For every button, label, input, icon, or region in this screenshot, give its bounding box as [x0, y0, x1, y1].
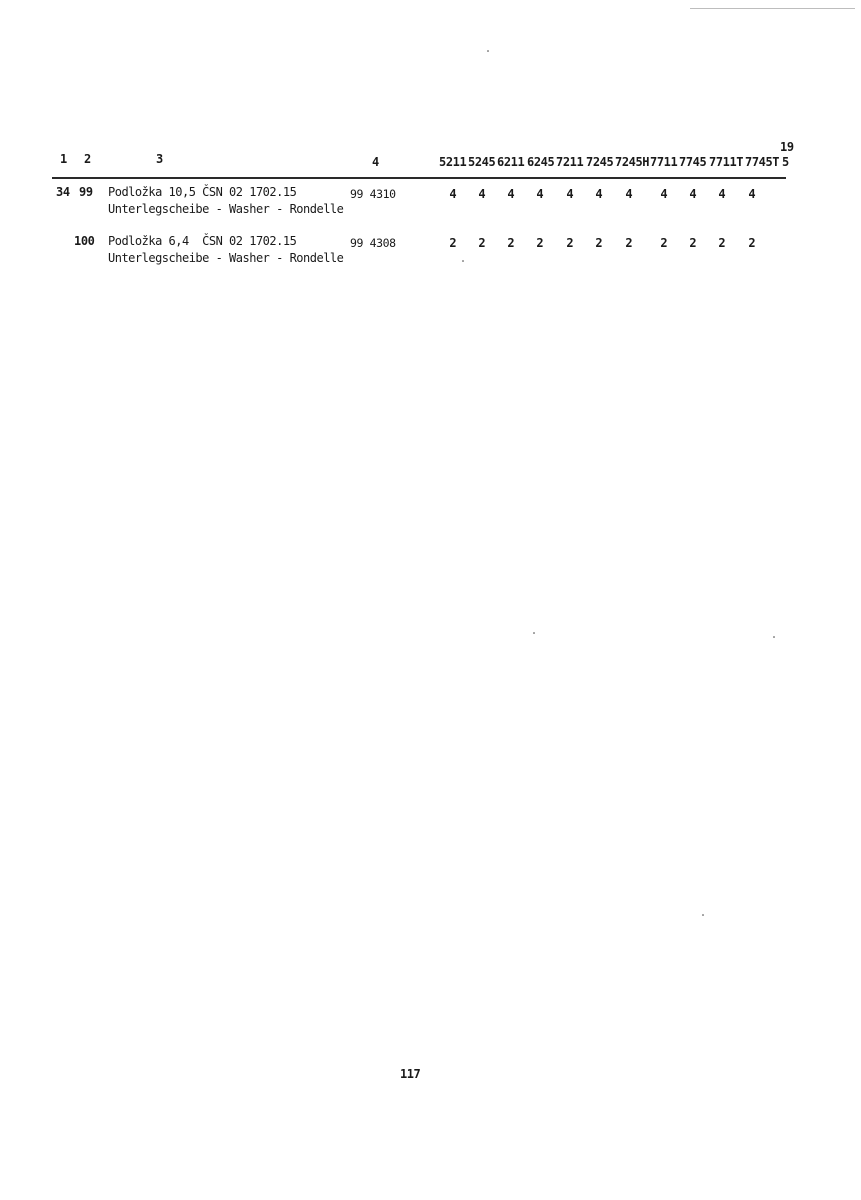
header-col-4: 4: [372, 155, 379, 169]
header-last-col-top: 19: [780, 140, 794, 154]
header-model-7211: 7211: [556, 155, 584, 169]
row-2-qty-7245: 2: [595, 236, 603, 250]
row-2-qty-5211: 2: [449, 236, 457, 250]
scan-speck: [487, 50, 489, 52]
row-1-part-number: 99 4310: [350, 187, 396, 201]
row-1-group: 34: [56, 185, 70, 199]
row-2-qty-7711: 2: [660, 236, 668, 250]
header-col-3: 3: [156, 152, 163, 166]
row-2-qty-7245h: 2: [625, 236, 633, 250]
row-1-qty-5245: 4: [478, 187, 486, 201]
header-rule: [52, 177, 786, 179]
header-model-7245h: 7245H: [615, 155, 650, 169]
row-2-name-line-1: Podložka 6,4 ČSN 02 1702.15: [108, 234, 297, 248]
row-2-qty-7745: 2: [689, 236, 697, 250]
scan-speck: [533, 632, 535, 634]
row-1-qty-6211: 4: [507, 187, 515, 201]
header-col-1: 1: [60, 152, 67, 166]
row-2-name-line-2: Unterlegscheibe - Washer - Rondelle: [108, 251, 344, 265]
row-1-qty-7711t: 4: [718, 187, 726, 201]
row-2-qty-6245: 2: [536, 236, 544, 250]
scan-speck: [462, 260, 464, 262]
row-2-part-number: 99 4308: [350, 236, 396, 250]
row-2-qty-6211: 2: [507, 236, 515, 250]
row-1-qty-7245: 4: [595, 187, 603, 201]
row-1-qty-7245h: 4: [625, 187, 633, 201]
row-2-qty-7745t: 2: [748, 236, 756, 250]
header-model-6211: 6211: [497, 155, 525, 169]
header-col-2: 2: [84, 152, 91, 166]
header-last-col-bottom: 5: [782, 155, 789, 169]
row-1-qty-7211: 4: [566, 187, 574, 201]
row-1-qty-7745t: 4: [748, 187, 756, 201]
header-model-7745t: 7745T: [745, 155, 780, 169]
page-number: 117: [400, 1067, 421, 1081]
row-1-name-line-1: Podložka 10,5 ČSN 02 1702.15: [108, 185, 297, 199]
scan-speck: [702, 914, 704, 916]
row-1-qty-7711: 4: [660, 187, 668, 201]
row-2-qty-5245: 2: [478, 236, 486, 250]
row-2-qty-7211: 2: [566, 236, 574, 250]
header-model-7745: 7745: [679, 155, 707, 169]
row-1-name-line-2: Unterlegscheibe - Washer - Rondelle: [108, 202, 344, 216]
corner-rule: [690, 8, 855, 9]
row-2-position: 100: [74, 234, 95, 248]
header-model-7711t: 7711T: [709, 155, 744, 169]
row-1-qty-5211: 4: [449, 187, 457, 201]
scan-speck: [773, 636, 775, 638]
header-model-5211: 5211: [439, 155, 467, 169]
header-model-7711: 7711: [650, 155, 678, 169]
header-model-6245: 6245: [527, 155, 555, 169]
row-1-qty-6245: 4: [536, 187, 544, 201]
header-model-5245: 5245: [468, 155, 496, 169]
row-2-qty-7711t: 2: [718, 236, 726, 250]
row-1-qty-7745: 4: [689, 187, 697, 201]
row-1-position: 99: [79, 185, 93, 199]
header-model-7245: 7245: [586, 155, 614, 169]
